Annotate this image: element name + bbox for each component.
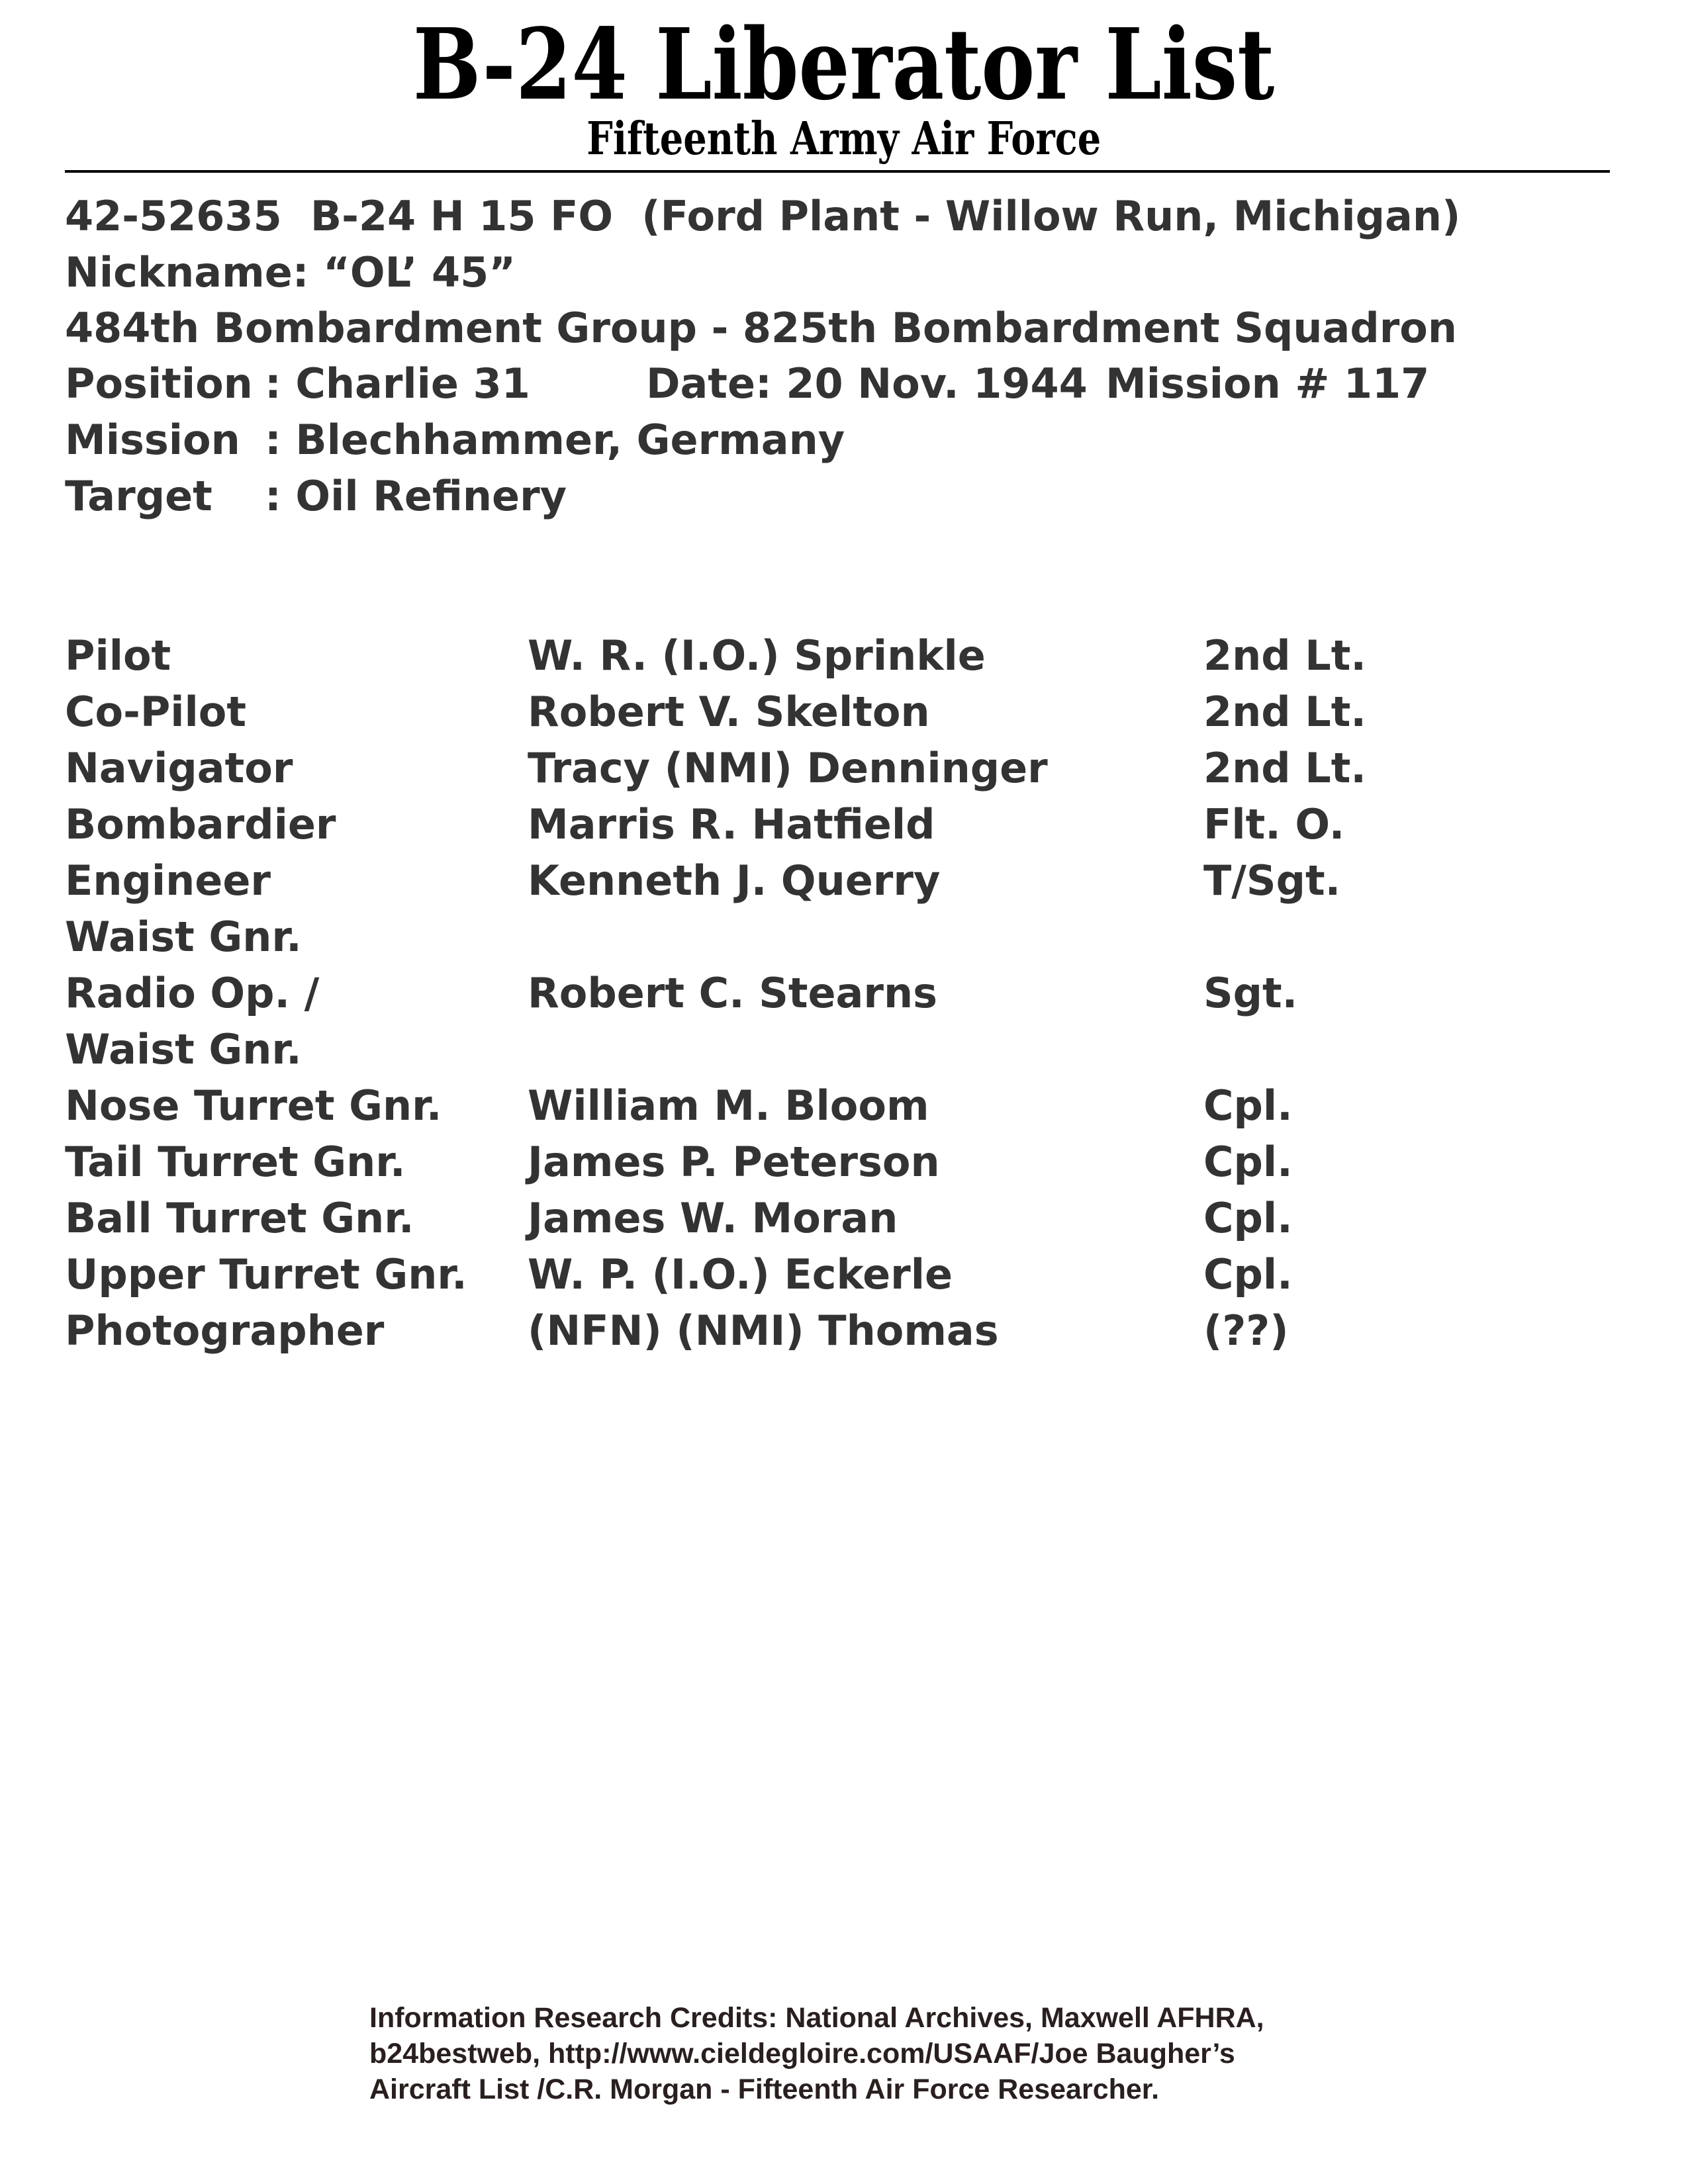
credits-line: b24bestweb, http://www.cieldegloire.com/USAAF/Joe Baugher’s [369, 2038, 1235, 2070]
position-label: Position [65, 359, 253, 408]
target-label: Target [65, 472, 212, 520]
crew-position: Nose Turret Gnr. [65, 1081, 442, 1130]
unit-line: 484th Bombardment Group - 825th Bombardment Squadron [65, 304, 1458, 352]
crew-row [0, 631, 1688, 692]
crew-list [0, 631, 1688, 1367]
credits-line: Aircraft List /C.R. Morgan - Fifteenth Air Force Researcher. [369, 2073, 1160, 2105]
crew-rank: Cpl. [1203, 1138, 1293, 1186]
crew-position: Waist Gnr. [65, 913, 302, 961]
credits-line: Information Research Credits: National Archives, Maxwell AFHRA, [369, 2002, 1264, 2034]
crew-rank: Cpl. [1203, 1250, 1293, 1298]
crew-rank: Cpl. [1203, 1194, 1293, 1242]
crew-rank: Cpl. [1203, 1081, 1293, 1130]
crew-position: Tail Turret Gnr. [65, 1138, 406, 1186]
crew-rank: 2nd Lt. [1203, 744, 1366, 792]
crew-position: Radio Op. / [65, 969, 320, 1017]
crew-rank: 2nd Lt. [1203, 631, 1366, 680]
crew-row [0, 1138, 1688, 1198]
crew-position: Waist Gnr. [65, 1025, 302, 1073]
crew-position: Photographer [65, 1306, 385, 1355]
crew-position: Engineer [65, 856, 271, 905]
crew-name: James P. Peterson [528, 1138, 940, 1186]
crew-position: Ball Turret Gnr. [65, 1194, 414, 1242]
crew-position: Pilot [65, 631, 171, 680]
mission-number: Mission # 117 [1105, 359, 1430, 408]
page-title-text: B-24 Liberator List [413, 6, 1275, 122]
crew-name: (NFN) (NMI) Thomas [528, 1306, 999, 1355]
mission-label: Mission [65, 416, 240, 464]
crew-name: Tracy (NMI) Denninger [528, 744, 1048, 792]
mission-value: : Blechhammer, Germany [265, 416, 845, 464]
crew-rank: T/Sgt. [1203, 856, 1341, 905]
crew-row [0, 1250, 1688, 1310]
crew-row [0, 1081, 1688, 1142]
crew-rank: Flt. O. [1203, 800, 1345, 848]
crew-name: W. P. (I.O.) Eckerle [528, 1250, 953, 1298]
crew-row [0, 913, 1688, 973]
crew-name: Robert V. Skelton [528, 688, 930, 736]
crew-rank: Sgt. [1203, 969, 1298, 1017]
crew-position: Upper Turret Gnr. [65, 1250, 467, 1298]
crew-name: Marris R. Hatfield [528, 800, 935, 848]
crew-row [0, 1194, 1688, 1254]
crew-rank: (??) [1203, 1306, 1289, 1355]
crew-row [0, 1025, 1688, 1085]
crew-name: James W. Moran [528, 1194, 898, 1242]
position-value: : Charlie 31 [265, 359, 530, 408]
target-value: : Oil Refinery [265, 472, 567, 520]
crew-row [0, 1306, 1688, 1367]
page-subtitle [0, 113, 1688, 165]
header-divider [65, 170, 1610, 173]
page-title [0, 6, 1688, 122]
crew-row [0, 856, 1688, 917]
research-credits [369, 2000, 1495, 2107]
crew-row [0, 744, 1688, 804]
aircraft-nickname-line: Nickname: “OL’ 45” [65, 248, 516, 296]
crew-name: William M. Bloom [528, 1081, 929, 1130]
crew-name: W. R. (I.O.) Sprinkle [528, 631, 986, 680]
crew-name: Robert C. Stearns [528, 969, 938, 1017]
crew-position: Navigator [65, 744, 293, 792]
crew-position: Bombardier [65, 800, 336, 848]
aircraft-serial-line: 42-52635 B-24 H 15 FO (Ford Plant - Willow Run, Michigan) [65, 192, 1461, 240]
crew-row [0, 969, 1688, 1029]
crew-rank: 2nd Lt. [1203, 688, 1366, 736]
crew-row [0, 800, 1688, 860]
crew-position: Co-Pilot [65, 688, 247, 736]
crew-name: Kenneth J. Querry [528, 856, 941, 905]
crew-row [0, 688, 1688, 748]
page-subtitle-text: Fifteenth Army Air Force [586, 113, 1102, 165]
mission-date: Date: 20 Nov. 1944 [646, 359, 1088, 408]
